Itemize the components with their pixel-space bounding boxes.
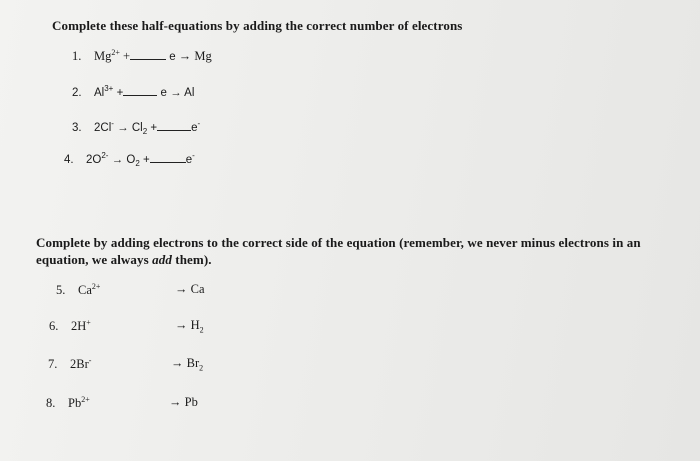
electron-charge: - xyxy=(197,119,201,128)
product: H xyxy=(190,318,200,332)
question-6 xyxy=(49,318,91,334)
electron-symbol: e xyxy=(169,51,176,64)
question-number: 6. xyxy=(49,319,59,334)
answer-blank[interactable] xyxy=(130,49,166,60)
plus-sign: + xyxy=(123,49,131,64)
product: Ca xyxy=(190,282,205,296)
plus-sign: + xyxy=(116,86,124,99)
electron-symbol: e xyxy=(160,86,167,99)
product: Pb xyxy=(184,395,198,409)
question-5 xyxy=(56,282,100,298)
product-subscript: 2 xyxy=(142,127,148,137)
plus-sign: + xyxy=(150,121,158,134)
product-subscript: 2 xyxy=(135,159,140,169)
question-7 xyxy=(48,356,91,372)
electron-symbol: e xyxy=(185,153,193,166)
reactant: 2H xyxy=(71,319,87,334)
question-number: 8. xyxy=(46,396,56,411)
product: Cl xyxy=(131,121,143,134)
arrow: → xyxy=(169,395,182,409)
product-subscript: 2 xyxy=(199,325,204,335)
electron-symbol: e xyxy=(191,121,198,134)
question-2 xyxy=(72,84,194,99)
section2-heading-text: Complete by adding electrons to the correct side of the equation (remember, we never minus electrons in an equation, we always xyxy=(36,235,641,267)
question-number: 5. xyxy=(56,283,66,298)
answer-blank[interactable] xyxy=(123,85,157,96)
reactant: Mg xyxy=(94,49,112,64)
arrow: → xyxy=(175,282,188,296)
section2-heading xyxy=(36,234,676,268)
question-number: 1. xyxy=(72,49,82,64)
question-1 xyxy=(72,48,212,64)
product-5 xyxy=(175,282,205,297)
question-8 xyxy=(46,395,90,411)
reactant: Pb xyxy=(68,396,82,411)
section2-heading-emphasis: add xyxy=(152,252,172,267)
charge: 2+ xyxy=(111,48,120,57)
question-3 xyxy=(72,119,200,136)
product: Al xyxy=(184,86,195,99)
charge: 2- xyxy=(101,151,109,160)
charge: - xyxy=(88,356,92,365)
question-4 xyxy=(64,151,195,168)
product: Mg xyxy=(194,49,212,64)
charge: 3+ xyxy=(104,84,114,93)
electron-charge: - xyxy=(192,151,195,160)
question-number: 7. xyxy=(48,357,58,372)
reactant: 2Br xyxy=(70,357,89,372)
reactant: Ca xyxy=(78,283,92,298)
answer-blank[interactable] xyxy=(150,152,186,163)
product: O xyxy=(126,153,136,166)
charge: 2+ xyxy=(81,395,90,404)
arrow: → xyxy=(170,86,182,99)
arrow: → xyxy=(171,356,184,370)
reactant: 2O xyxy=(86,153,102,166)
charge: 2+ xyxy=(91,282,101,291)
product-7 xyxy=(171,356,203,373)
section2-heading-end: them). xyxy=(171,252,212,267)
plus-sign: + xyxy=(142,153,150,166)
section1-heading: Complete these half-equations by adding the correct number of electrons xyxy=(52,18,463,33)
arrow: → xyxy=(117,121,129,134)
charge: + xyxy=(86,318,91,327)
arrow: → xyxy=(178,49,192,64)
product-8 xyxy=(169,395,198,410)
arrow: → xyxy=(111,153,124,166)
question-number: 2. xyxy=(72,86,82,99)
product-subscript: 2 xyxy=(199,363,204,373)
question-number: 4. xyxy=(64,153,74,166)
arrow: → xyxy=(175,318,188,332)
reactant: 2Cl xyxy=(94,121,112,134)
product-6 xyxy=(175,318,204,335)
charge: - xyxy=(111,119,114,128)
product: Br xyxy=(186,356,200,370)
question-number: 3. xyxy=(72,121,82,134)
answer-blank[interactable] xyxy=(157,120,191,131)
reactant: Al xyxy=(94,86,105,99)
